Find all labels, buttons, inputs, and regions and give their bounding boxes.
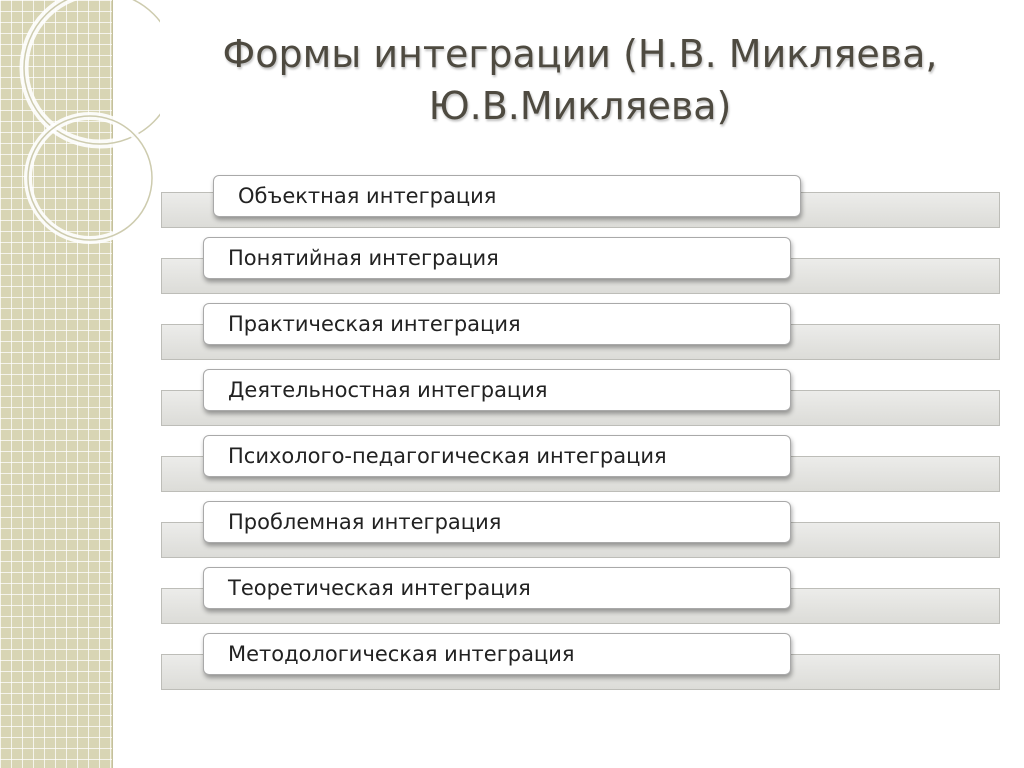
form-item-object-integration: Объектная интеграция (213, 175, 801, 217)
form-item-conceptual-integration: Понятийная интеграция (203, 237, 791, 279)
slide-title-line-1: Формы интеграции (Н.В. Микляева, (222, 32, 938, 76)
ring-lower-edge (28, 116, 152, 240)
form-item-problem-integration: Проблемная интеграция (203, 501, 791, 543)
form-item-theoretical-integration: Теоретическая интеграция (203, 567, 791, 609)
slide-title-line-2: Ю.В.Микляева) (428, 84, 732, 128)
form-item-methodological-integration: Методологическая интеграция (203, 633, 791, 675)
ring-upper (24, 0, 160, 144)
decorative-rings (0, 0, 160, 300)
form-item-practical-integration: Практическая интеграция (203, 303, 791, 345)
form-item-activity-integration: Деятельностная интеграция (203, 369, 791, 411)
slide-title (160, 28, 1000, 132)
form-item-psych-pedagogical-integration: Психолого-педагогическая интеграция (203, 435, 791, 477)
